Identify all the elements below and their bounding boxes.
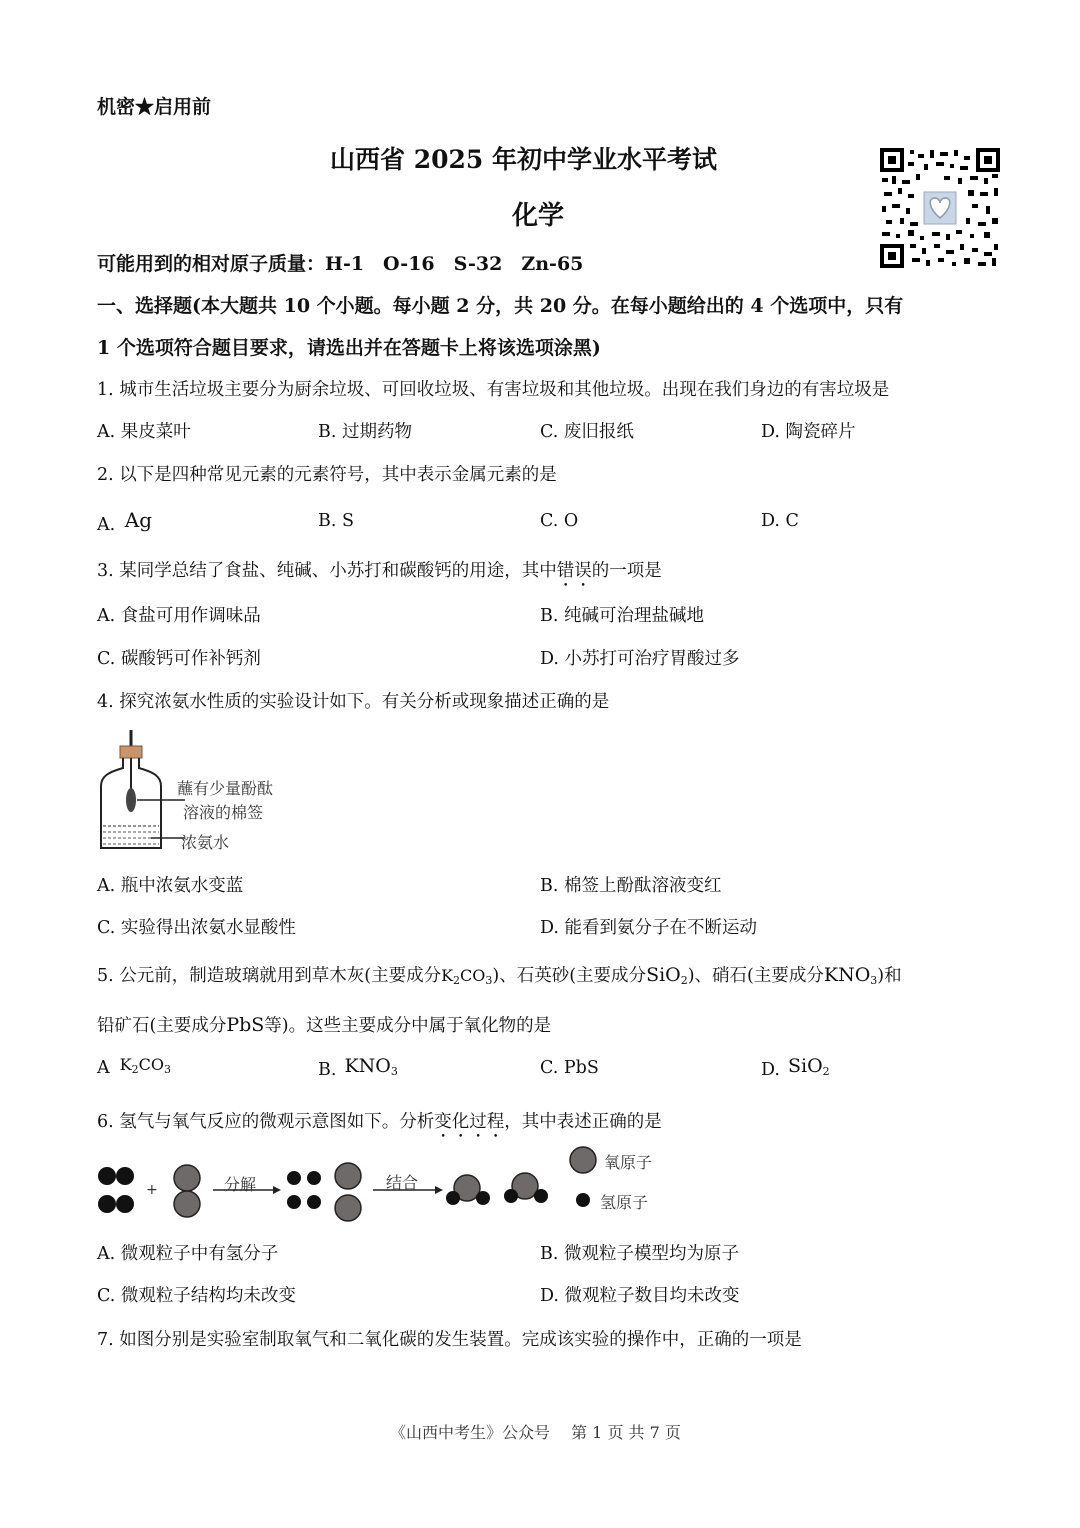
q5-stem-line1 [97,962,902,987]
q1-option-a: A. 果皮菜叶 [97,422,191,442]
q6-option-d: D. 微观粒子数目均未改变 [540,1286,740,1306]
q7-stem: 7. 如图分别是实验室制取氧气和二氧化碳的发生装置。完成该实验的操作中，正确的一项是 [97,1330,802,1350]
q5-text-5: 铅矿石(主要成分 [97,1016,227,1036]
q4-option-c: C. 实验得出浓氨水显酸性 [97,918,296,938]
q5-formula-pbs: PbS [226,1014,265,1036]
q5-text-6: 等)。这些主要成分中属于氧化物的是 [264,1016,552,1036]
subject-title: 化学 [512,201,565,231]
q2-stem: 2. 以下是四种常见元素的元素符号，其中表示金属元素的是 [97,465,557,485]
plus-sign: + [146,1182,158,1198]
arrow-label-combine: 结合 [386,1173,419,1192]
q3-stem [97,557,662,591]
section1-heading-line2: 1 个选项符合题目要求，请选出并在答题卡上将该选项涂黑) [97,337,601,359]
q2-option-a [97,508,153,535]
q1-stem: 1. 城市生活垃圾主要分为厨余垃圾、可回收垃圾、有害垃圾和其他垃圾。出现在我们身边的有害垃圾是 [97,380,890,400]
separated-atoms [287,1163,361,1221]
confidential-mark: 机密★启用前 [97,96,212,118]
q5-option-b-formula: $KNO_3$ [344,1055,398,1078]
legend-symbols [570,1147,596,1207]
q3-option-c: C. 碳酸钙可作补钙剂 [97,649,261,669]
atomic-mass-info: 可能用到的相对原子质量：H-1 O-16 S-32 Zn-65 [97,253,584,275]
q5-text-1: 5. 公元前，制造玻璃就用到草木灰(主要成分 [97,966,442,986]
q4-stem: 4. 探究浓氨水性质的实验设计如下。有关分析或现象描述正确的是 [97,692,610,712]
q6-option-a: A. 微观粒子中有氢分子 [97,1244,279,1264]
q2-option-a-label: A. [97,515,116,535]
q4-option-d: D. 能看到氨分子在不断运动 [540,918,758,938]
q5-option-c: C. PbS [540,1058,599,1078]
q3-stem-post: 的一项是 [591,561,662,581]
q2-option-c: C. O [540,511,579,531]
q1-option-c: C. 废旧报纸 [540,422,634,442]
q5-option-d-label: D. [761,1060,780,1080]
q6-stem-pre: 6. 氢气与氧气反应的微观示意图如下。分析 [97,1112,435,1132]
exam-title: 山西省 2025 年初中学业水平考试 [330,145,717,174]
q3-stem-emphasis: 错误 [556,561,592,581]
q6-stem-post: ，其中表述正确的是 [504,1112,662,1132]
q3-stem-pre: 3. 某同学总结了食盐、纯碱、小苏打和碳酸钙的用途，其中 [97,561,557,581]
q5-formula-k2co3: $K_2CO_3$ [441,966,493,987]
q5-option-a [97,1055,171,1079]
q5-option-b [318,1055,398,1081]
q6-stem [97,1108,662,1142]
q1-option-d: D. 陶瓷碎片 [761,422,856,442]
q5-formula-sio2: SiO$_2$ [646,964,688,987]
q6-option-c: C. 微观粒子结构均未改变 [97,1286,296,1306]
page-footer: 《山西中考生》公众号 第 1 页 共 7 页 [390,1423,681,1442]
q6-stem-emphasis: 变化过程 [434,1112,505,1132]
q5-text-4: )和 [877,966,902,986]
oxygen-molecule [174,1165,200,1217]
q5-option-b-label: B. [318,1060,337,1080]
q5-option-a-label: A [97,1058,110,1078]
q3-option-b: B. 纯碱可治理盐碱地 [540,606,704,626]
figure-label-ammonia: 浓氨水 [181,833,230,852]
legend-oxygen-label: 氧原子 [604,1153,653,1172]
q2-option-a-value: Ag [124,508,153,532]
q2-option-d: D. C [761,511,799,531]
q5-option-a-formula: $K_2CO_3$ [119,1055,171,1076]
q3-option-a: A. 食盐可用作调味品 [97,606,261,626]
q3-option-d: D. 小苏打可治疗胃酸过多 [540,649,740,669]
legend-hydrogen-label: 氢原子 [600,1193,649,1212]
arrow-label-decompose: 分解 [224,1175,257,1194]
section1-heading-line1: 一、选择题(本大题共 10 个小题。每小题 2 分，共 20 分。在每小题给出的 4 个选项中，只有 [97,295,904,317]
q6-option-b: B. 微观粒子模型均为原子 [540,1244,739,1264]
water-molecules [446,1173,548,1205]
qr-code [880,148,1000,268]
q2-option-b: B. S [318,511,354,531]
q5-text-2: )、石英砂(主要成分 [492,966,647,986]
q5-stem-line2 [97,1012,551,1037]
q4-option-a: A. 瓶中浓氨水变蓝 [97,876,244,896]
q1-option-b: B. 过期药物 [318,422,412,442]
q5-option-d-formula: SiO$_2$ [787,1055,830,1078]
hydrogen-molecules [98,1167,134,1213]
q5-text-3: )、硝石(主要成分 [687,966,824,986]
q5-formula-kno3: $KNO_3$ [823,964,878,987]
figure-label-cotton-line1: 蘸有少量酚酞 [177,779,274,798]
figure-label-cotton-line2: 溶液的棉签 [183,803,264,822]
q4-option-b: B. 棉签上酚酞溶液变红 [540,876,722,896]
q5-option-d [761,1055,830,1081]
